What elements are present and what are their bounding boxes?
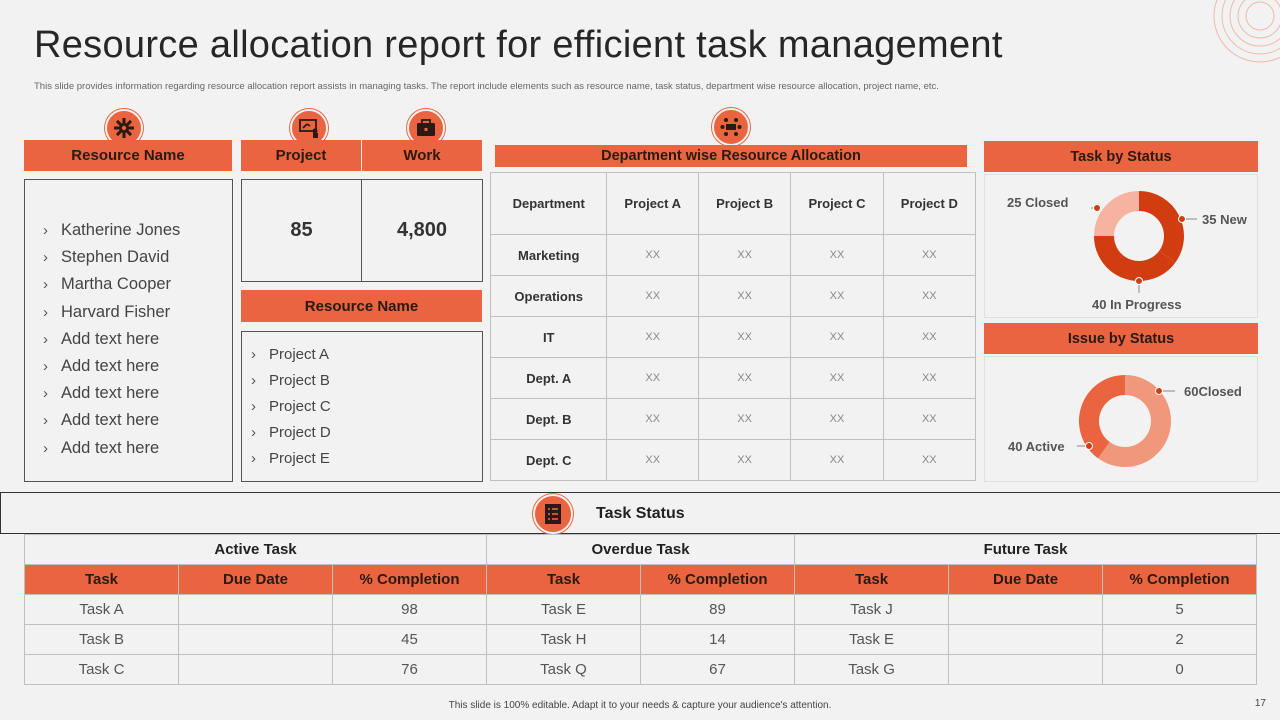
group-overdue-task: Overdue Task bbox=[487, 535, 795, 565]
department-row bbox=[491, 317, 976, 358]
allocation-cell: XX bbox=[607, 276, 699, 317]
chevron-right-icon: › bbox=[251, 346, 256, 364]
page-number: 17 bbox=[1254, 698, 1266, 709]
allocation-cell: XX bbox=[791, 440, 883, 481]
resource-list-item-label: Add text here bbox=[61, 329, 160, 348]
resource-list-item-label: Add text here bbox=[61, 411, 160, 430]
department-table-header-row bbox=[491, 173, 976, 235]
task-cell: Task C bbox=[25, 655, 179, 685]
chevron-right-icon: › bbox=[43, 222, 48, 240]
allocation-cell: XX bbox=[607, 399, 699, 440]
department-name-cell: Marketing bbox=[491, 235, 607, 276]
resource-list-item bbox=[43, 271, 232, 298]
leader-new-dot bbox=[1179, 216, 1186, 223]
department-name-cell: Dept. A bbox=[491, 358, 607, 399]
task-cell bbox=[949, 625, 1103, 655]
leader-issue-closed-dot bbox=[1156, 388, 1163, 395]
resource-list-item bbox=[43, 353, 232, 380]
task-column-header: Due Date bbox=[179, 565, 333, 595]
leader-closed-dot bbox=[1094, 205, 1101, 212]
chevron-right-icon: › bbox=[43, 249, 48, 267]
department-table bbox=[490, 172, 976, 481]
chevron-right-icon: › bbox=[251, 449, 256, 467]
department-column-header: Project B bbox=[698, 173, 790, 235]
page-subtitle: This slide provides information regarding resource allocation report assists in managing tasks. The report include elements such as resource name, task status, department wise resource allocation, project name, etc. bbox=[34, 81, 939, 92]
page-title: Resource allocation report for efficient task management bbox=[34, 24, 1003, 66]
decorative-circles bbox=[1208, 0, 1280, 66]
department-name-cell: Operations bbox=[491, 276, 607, 317]
chevron-right-icon: › bbox=[251, 423, 256, 441]
allocation-cell: XX bbox=[607, 235, 699, 276]
project-list-item bbox=[251, 368, 482, 394]
chevron-right-icon: › bbox=[43, 385, 48, 403]
allocation-cell: XX bbox=[791, 358, 883, 399]
leader-in-progress-dot bbox=[1136, 278, 1143, 285]
task-cell: 76 bbox=[333, 655, 487, 685]
task-cell: Task B bbox=[25, 625, 179, 655]
task-column-header: Task bbox=[487, 565, 641, 595]
work-value: 4,800 bbox=[396, 219, 448, 241]
issue-by-status-header: Issue by Status bbox=[984, 323, 1258, 354]
work-label: Work bbox=[403, 147, 441, 164]
chevron-right-icon: › bbox=[43, 412, 48, 430]
task-cell bbox=[179, 625, 333, 655]
task-by-status-header: Task by Status bbox=[984, 141, 1258, 172]
department-row bbox=[491, 358, 976, 399]
task-status-table bbox=[24, 534, 1257, 685]
allocation-cell: XX bbox=[607, 317, 699, 358]
issue-by-status-chart-box bbox=[984, 356, 1258, 482]
allocation-cell: XX bbox=[698, 235, 790, 276]
resource-list-item bbox=[43, 244, 232, 271]
issue-chart-label-closed: 60Closed bbox=[1184, 384, 1242, 399]
department-header: Department wise Resource Allocation bbox=[495, 145, 967, 167]
allocation-cell: XX bbox=[883, 440, 975, 481]
task-column-header: % Completion bbox=[641, 565, 795, 595]
allocation-cell: XX bbox=[791, 276, 883, 317]
task-cell: 98 bbox=[333, 595, 487, 625]
chevron-right-icon: › bbox=[43, 276, 48, 294]
task-status-title: Task Status bbox=[596, 505, 685, 522]
project-list-item-label: Project C bbox=[269, 397, 331, 415]
table-row bbox=[25, 625, 1257, 655]
chevron-right-icon: › bbox=[43, 303, 48, 321]
resource-list-item-label: Add text here bbox=[61, 357, 160, 376]
resource-projects-list bbox=[242, 332, 482, 471]
resource-list-item bbox=[43, 435, 232, 462]
allocation-cell: XX bbox=[791, 399, 883, 440]
task-by-status-chart-box bbox=[984, 174, 1258, 318]
resource-list-item-label: Harvard Fisher bbox=[61, 302, 171, 321]
project-list-item-label: Project E bbox=[269, 449, 330, 467]
allocation-cell: XX bbox=[791, 235, 883, 276]
resource-list-item bbox=[43, 380, 232, 407]
task-cell: Task Q bbox=[487, 655, 641, 685]
donut-slice-closed bbox=[1104, 201, 1139, 236]
resource-list-item-label: Stephen David bbox=[61, 248, 170, 267]
allocation-cell: XX bbox=[883, 276, 975, 317]
task-chart-label-in-progress: 40 In Progress bbox=[1092, 297, 1182, 312]
task-column-header: % Completion bbox=[1103, 565, 1257, 595]
checklist-icon bbox=[533, 494, 573, 534]
resource-list-item-label: Martha Cooper bbox=[61, 275, 172, 294]
allocation-cell: XX bbox=[698, 440, 790, 481]
table-row bbox=[25, 595, 1257, 625]
issue-chart-label-active: 40 Active bbox=[1008, 439, 1065, 454]
table-row bbox=[25, 655, 1257, 685]
allocation-cell: XX bbox=[883, 358, 975, 399]
resource-list-item bbox=[43, 217, 232, 244]
department-column-header: Project C bbox=[791, 173, 883, 235]
task-columns-row bbox=[25, 565, 1257, 595]
allocation-cell: XX bbox=[883, 399, 975, 440]
task-cell bbox=[179, 595, 333, 625]
task-cell: 89 bbox=[641, 595, 795, 625]
allocation-cell: XX bbox=[698, 399, 790, 440]
task-chart-label-new: 35 New bbox=[1202, 212, 1247, 227]
department-column-header: Department bbox=[491, 173, 607, 235]
task-cell: Task G bbox=[795, 655, 949, 685]
task-cell: Task E bbox=[487, 595, 641, 625]
department-column-header: Project D bbox=[883, 173, 975, 235]
task-cell bbox=[179, 655, 333, 685]
allocation-cell: XX bbox=[698, 276, 790, 317]
department-name-cell: Dept. B bbox=[491, 399, 607, 440]
chevron-right-icon: › bbox=[43, 358, 48, 376]
task-group-row bbox=[25, 535, 1257, 565]
department-row bbox=[491, 399, 976, 440]
allocation-cell: XX bbox=[607, 358, 699, 399]
task-cell: 14 bbox=[641, 625, 795, 655]
task-cell: Task A bbox=[25, 595, 179, 625]
resource-list-item bbox=[43, 299, 232, 326]
issue-by-status-donut bbox=[985, 357, 1259, 483]
task-chart-label-closed: 25 Closed bbox=[1007, 195, 1069, 210]
team-icon bbox=[712, 108, 750, 146]
task-column-header: Task bbox=[25, 565, 179, 595]
resource-name-list-box bbox=[24, 179, 233, 482]
group-active-task: Active Task bbox=[25, 535, 487, 565]
task-cell bbox=[949, 655, 1103, 685]
allocation-cell: XX bbox=[791, 317, 883, 358]
resource-list-item-label: Katherine Jones bbox=[61, 221, 181, 240]
leader-issue-active-dot bbox=[1086, 443, 1093, 450]
allocation-cell: XX bbox=[607, 440, 699, 481]
project-list-item-label: Project D bbox=[269, 423, 331, 441]
allocation-cell: XX bbox=[698, 358, 790, 399]
project-work-values bbox=[241, 179, 483, 282]
donut-slice-new bbox=[1139, 201, 1174, 257]
task-cell: 45 bbox=[333, 625, 487, 655]
task-cell: 5 bbox=[1103, 595, 1257, 625]
resource-name-list bbox=[25, 180, 232, 462]
resource-projects-header: Resource Name bbox=[241, 290, 482, 322]
chevron-right-icon: › bbox=[43, 330, 48, 348]
resource-list-item-label: Add text here bbox=[61, 384, 160, 403]
task-cell: Task E bbox=[795, 625, 949, 655]
department-row bbox=[491, 440, 976, 481]
chevron-right-icon: › bbox=[43, 439, 48, 457]
project-list-item bbox=[251, 445, 482, 471]
project-work-header bbox=[241, 140, 482, 171]
project-list-item-label: Project B bbox=[269, 372, 330, 390]
allocation-cell: XX bbox=[883, 235, 975, 276]
project-list-item bbox=[251, 394, 482, 420]
department-name-cell: IT bbox=[491, 317, 607, 358]
task-cell: 67 bbox=[641, 655, 795, 685]
task-cell: 2 bbox=[1103, 625, 1257, 655]
resource-name-header: Resource Name bbox=[24, 140, 232, 171]
department-row bbox=[491, 235, 976, 276]
resource-projects-box bbox=[241, 331, 483, 482]
chevron-right-icon: › bbox=[251, 372, 256, 390]
task-column-header: % Completion bbox=[333, 565, 487, 595]
allocation-cell: XX bbox=[698, 317, 790, 358]
donut-slice-issue-active bbox=[1089, 385, 1125, 450]
project-value: 85 bbox=[242, 180, 362, 281]
resource-list-item bbox=[43, 407, 232, 434]
task-cell bbox=[949, 595, 1103, 625]
donut-slice-in-progress bbox=[1104, 236, 1167, 271]
allocation-cell: XX bbox=[883, 317, 975, 358]
resource-list-item bbox=[43, 326, 232, 353]
task-column-header: Due Date bbox=[949, 565, 1103, 595]
project-list-item bbox=[251, 342, 482, 368]
task-cell: Task J bbox=[795, 595, 949, 625]
task-column-header: Task bbox=[795, 565, 949, 595]
department-row bbox=[491, 276, 976, 317]
project-list-item-label: Project A bbox=[269, 346, 330, 364]
department-name-cell: Dept. C bbox=[491, 440, 607, 481]
project-label: Project bbox=[275, 147, 327, 164]
department-column-header: Project A bbox=[607, 173, 699, 235]
project-list-item bbox=[251, 419, 482, 445]
chevron-right-icon: › bbox=[251, 397, 256, 415]
resource-list-item-label: Add text here bbox=[61, 438, 160, 457]
task-cell: Task H bbox=[487, 625, 641, 655]
task-cell: 0 bbox=[1103, 655, 1257, 685]
footer-note: This slide is 100% editable. Adapt it to your needs & capture your audience's attention. bbox=[448, 700, 832, 711]
group-future-task: Future Task bbox=[795, 535, 1257, 565]
